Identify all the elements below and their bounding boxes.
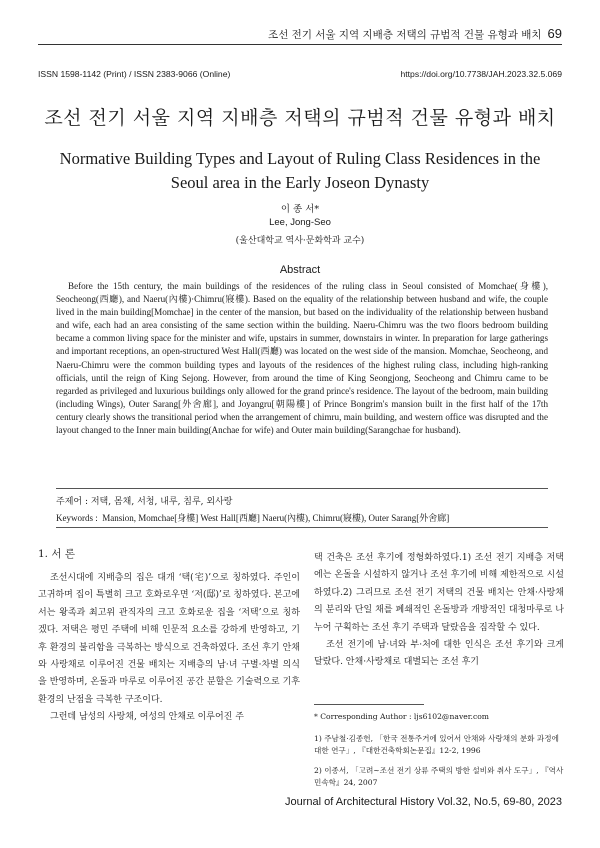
keywords-rule-bottom — [56, 527, 548, 528]
title-english-line2: Seoul area in the Early Joseon Dynasty — [170, 173, 430, 192]
keywords-english — [56, 511, 449, 524]
keywords-english-label: Keywords : — [56, 513, 98, 523]
abstract-body: Before the 15th century, the main buildings of the residences of the ruling class in Seoul consisted of Momchae(身樓), Seocheong(西廳), and Naeru(內樓)·Chimru(寢樓). Based on the equality of the relationship between husband and wife, the couple lived in the main building[Momchae] in the center of the mansion, but based on the individuality of the relationship between husband and wife, each had an area consisting of the same section within the building. Naeru-Chimru was the two floors bedroom building became a common living space for the minister and wife, upstairs in summer, downstairs in winter. In preparation for large gatherings and important receptions, an open-structured West Hall(西廳) was located on the west side of the mansion. Momchae, Seocheong, and Naeru-Chimru were the common building types and layouts of the residences of the highest ruling class, including high-ranking officials, until the reign of King Sejong. However, from around the time of King Seongjong, Seocheong and Chimru came to be regarded as privileged and luxurious buildings only allowed for the grand prince's residence. The layout of the bedroom, main building (including Wings), Outer Sarang[外舍廊], and Joyangru[朝陽樓] of Prince Bongrim's mansion built in the first half of the 17th century clearly shows the transitional period when the arrangement of chimru, main building, and western office was disrupted and the layout changed to the Inner main building(Anchae for wife) and Outer main building(Sarangchae for husband). — [56, 281, 548, 436]
keywords-korean-terms: 저택, 몸채, 서청, 내루, 침루, 외사랑 — [90, 497, 233, 507]
left-paragraph-1: 조선시대에 지배층의 집은 대개 ‘택(宅)’으로 칭하였다. 주인이 고귀하며 집이 특별히 크고 호화로우면 ‘저(邸)’로 칭하였다. 본고에서는 왕족과 최고위 관직자의 크고 호화로운 집을 ‘저택’으로 칭하겠다. 저택은 평민 주택에 비해 인문적 요소를 강하게 반영하고, 기후 환경의 불리함을 극복하는 방식으로 건축하였다. 조선 후기 안채와 사랑채로 이루어진 건물 배치는 지배층의 남·녀 구별·차별 의식을 반영하며, 온돌과 마루로 이루어진 공간 분할은 기술력으로 기후 환경의 난점을 극복한 구조이다. — [38, 573, 300, 705]
right-paragraph-2: 조선 전기에 남·녀와 부·처에 대한 인식은 조선 후기와 크게 달랐다. 안채·사랑채로 대별되는 조선 후기 — [314, 640, 564, 668]
footnote-2: 2) 이종서, 「고려~조선 전기 상류 주택의 방한 설비와 취사 도구」, 『역사민속학』24, 2007 — [314, 766, 564, 787]
issn: ISSN 1598-1142 (Print) / ISSN 2383-9066 (Online) — [38, 69, 231, 79]
keywords-english-terms: Mansion, Momchae[身樓] West Hall[西廳] Naeru(內樓), Chimru(寢樓), Outer Sarang[外舍廊] — [102, 513, 450, 523]
author-name-korean: 이 종 서* — [280, 204, 320, 215]
doi-link[interactable]: https://doi.org/10.7738/JAH.2023.32.5.069 — [400, 69, 562, 79]
left-column — [38, 570, 300, 727]
corresponding-author-note: * Corresponding Author : ljs6102@naver.com — [314, 712, 489, 721]
keywords-rule-top — [56, 488, 548, 489]
abstract-heading: Abstract — [279, 264, 321, 276]
right-paragraph-1: 택 건축은 조선 후기에 정형화하였다.1) 조선 전기 지배층 저택에는 온돌을 시설하지 않거나 조선 후기에 비해 제한적으로 시설하였다.2) 그리므로 조선 전기 저택의 건물 배치는 안채·사랑채의 분리와 단일 채를 폐쇄적인 온돌방과 개방적인 대청마루로 나누어 구획하는 조선 후기 주택과 달랐음을 짐작할 수 있다. — [314, 553, 564, 633]
keywords-korean — [56, 494, 233, 507]
running-title: 조선 전기 서울 지역 지배층 저택의 규범적 건물 유형과 배치 — [268, 29, 542, 41]
footnote-1: 1) 주남철·김종헌, 「한국 전통주거에 있어서 안채와 사랑채의 분화 과정에 대한 연구」, 『대한건축학회논문집』12-2, 1996 — [314, 734, 559, 755]
title-english — [0, 147, 600, 195]
header-rule — [38, 44, 562, 45]
journal-footer: Journal of Architectural History Vol.32, No.5, 69-80, 2023 — [285, 796, 562, 808]
author-name-english: Lee, Jong-Seo — [269, 217, 331, 228]
keywords-korean-label: 주제어 : — [56, 497, 88, 507]
section-heading: 1. 서 론 — [38, 548, 75, 560]
author-affiliation: (울산대학교 역사·문화학과 교수) — [235, 236, 365, 246]
right-column — [314, 550, 564, 672]
title-korean: 조선 전기 서울 지역 지배층 저택의 규범적 건물 유형과 배치 — [44, 107, 556, 129]
page-number: 69 — [547, 26, 562, 41]
footnote-rule — [314, 704, 424, 705]
left-paragraph-2: 그런데 남성의 사랑채, 여성의 안채로 이루어진 주 — [50, 712, 244, 723]
title-english-line1: Normative Building Types and Layout of Ruling Class Residences in the — [59, 149, 541, 168]
running-header — [268, 26, 562, 42]
